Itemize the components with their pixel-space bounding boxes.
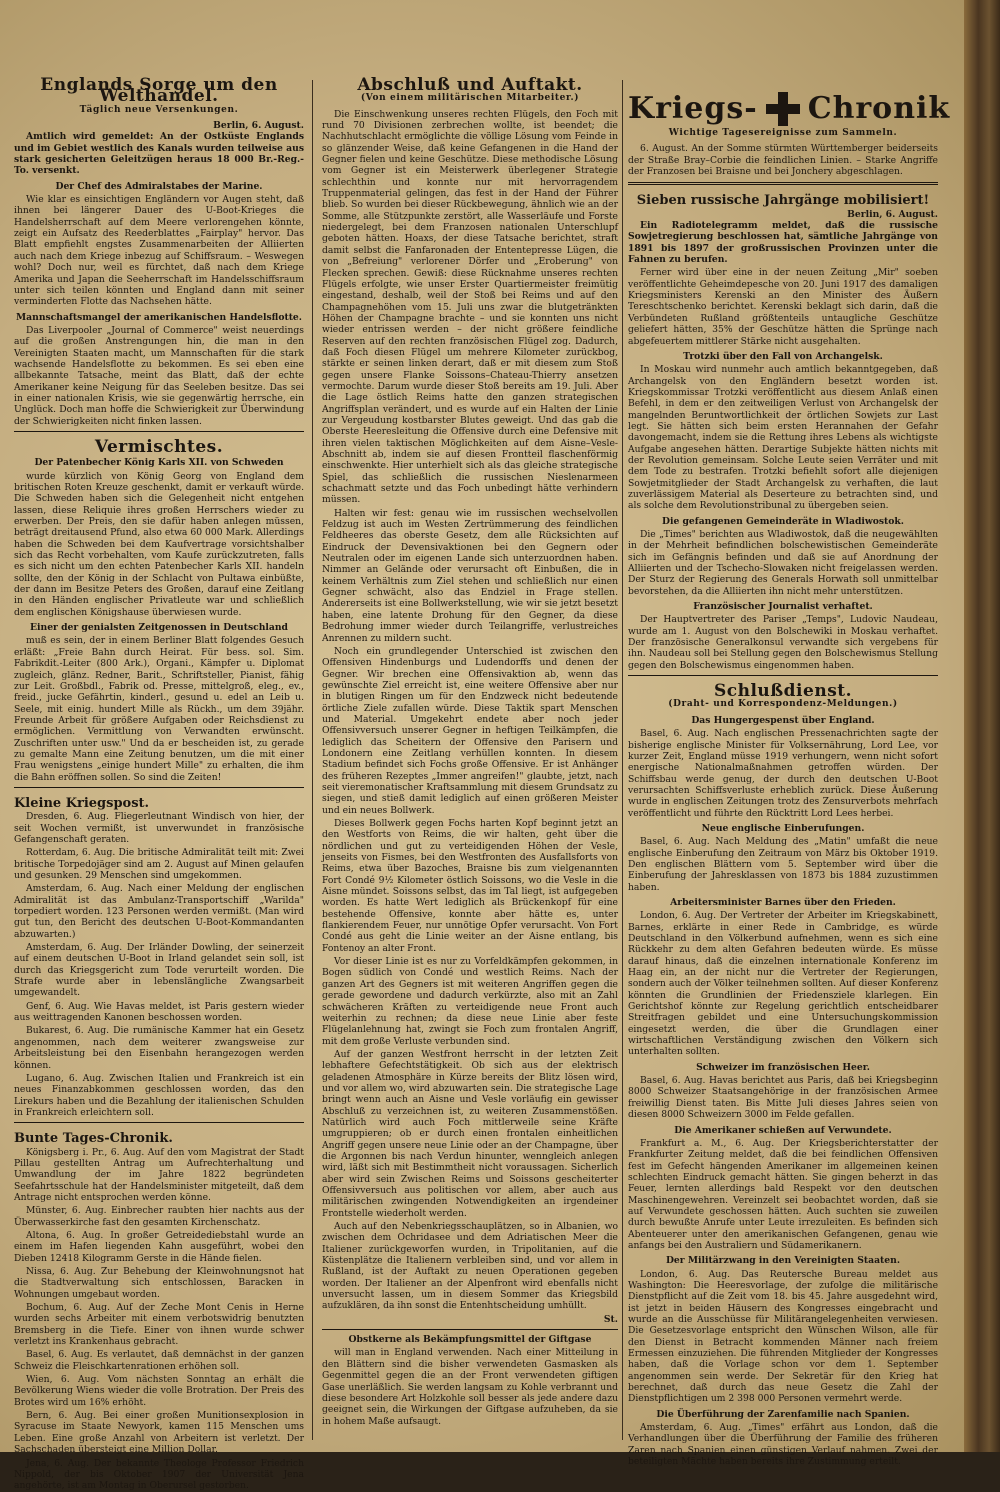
news-item: Königsberg i. Pr., 6. Aug. Auf den vom Magistrat der Stadt Pillau gestellten Antrag um Aufrechterhaltung und Umwandlung der im Jahre 1822 begründeten Seefahrtsschule hat der Handelsminister mitgeteilt, daß dem Antrage nicht entsprochen werden könne. bbox=[14, 1146, 304, 1203]
news-item: Amsterdam, 6. Aug. Der Irländer Dowling, der seinerzeit auf einem deutschen U-Boot in Irland gelandet sein soll, ist durch das Kriegsgericht zum Tode verurteilt worden. Die Strafe wurde aber in lebenslängliche Zwangsarbeit umgewandelt. bbox=[14, 942, 304, 999]
paragraph: will man in England verwenden. Nach einer Mitteilung in den Blättern sind die bisher verwendeten Gasmasken als Gegenmittel gegen die an der Front verwendeten giftigen Gase unerläßlich. Sie werden langsam zu Kohle verbrannt und diese besondere Art Holzkohle soll besser als jede andere dazu geeignet sein, die Wirkungen der Giftgase aufzuheben, da sie in hohem Maße aufsaugt. bbox=[322, 1347, 618, 1427]
section-heading: Mannschaftsmangel der amerikanischen Handelsflotte. bbox=[16, 311, 302, 323]
news-item: Lugano, 6. Aug. Zwischen Italien und Frankreich ist ein neues Finanzabkommen geschlossen worden, das den Lirekurs haben und die Bezahlung der italienischen Schulden in Frankreich erleichtern soll. bbox=[14, 1072, 304, 1118]
paragraph: In Moskau wird nunmehr auch amtlich bekanntgegeben, daß Archangelsk von den Engländern besetzt worden ist. Kriegskommissar Trotzki veröffentlicht aus diesem Anlaß einen Befehl, in dem er den zeitweiligen Verlust von Archangelsk der mangelnden Beruntwortlichkeit der örtlichen Sowjets zur Last legt. Sie hätten sich beim ersten Herannahen der Gefahr davongemacht, indem sie die Rettung ihres Lebens als wichtigste Aufgabe angesehen hätten. Derartige Subjekte hätten nichts mit der Revolution gemeinsam. Solche Leute seien Verräter und mit dem Tode zu bestrafen. Trotzki befiehlt sofort alle diejenigen Sowjetmitglieder der Stadt Archangelsk zu verhaften, die laut zuverlässigem Material als Deserteure zu betrachten sind, und als solche dem Revolutionstribunal zu übergeben seien. bbox=[628, 364, 938, 512]
masthead-subtitle: Wichtige Tagesereignisse zum Sammeln. bbox=[668, 128, 898, 138]
news-item: Jena, 6. Aug. Der bekannte Theologe Professor Friedrich Nippold, der bis Oktober 1907 der Universität Jena angehörte, ist am Montag in Oberursel gestorben. bbox=[14, 1457, 304, 1492]
paragraph: Auf der ganzen Westfront herrscht in der letzten Zeit lebhaftere Gefechtstätigkeit. Ob sich aus der elektrisch geladenen Atmosphäre in Kürze bereits der Blitz lösen wird, und vor allem wo, wird abzuwarten sein. Die strategische Lage bringt wenn auch an Aisne und Vesle vorläufig ein gewisser Abschluß zu verzeichnen ist, zu weiteren Zusammenstößen. Natürlich wird auch Foch mittlerweile seine Kräfte umgruppieren; ob er durch einen frontalen einheitlichen Angriff gegen unsere neue Linie oder an der Champagne, über die Argonnen bis nach Verdun hinunter, wenngleich anlegen wird, läßt sich mit Bestimmtheit nicht voraussagen. Sicherlich aber wird sein Zwischen Reims und Soissons gescheiterter Offensivversuch aus politischen vor allem, aber auch aus militärischen zwingenden Notwendigkeiten an irgendeiner Frontstelle wiederholt werden. bbox=[322, 1048, 618, 1219]
news-item: Nissa, 6. Aug. Zur Behebung der Kleinwohnungsnot hat die Stadtverwaltung sich entschlossen, Baracken in Wohnungen umgebaut worden. bbox=[14, 1266, 304, 1300]
paragraph: Die „Times" berichten aus Wladiwostok, daß die neugewählten in der Mehrheit befindlichen bolschewistischen Gemeinderäte sich im Gefängnis befinden und daß sie auf Anordnung der Alliierten und der Tschecho-Slowaken nicht freigelassen werden. Der Sturz der Regierung des Generals Horwath soll unmittelbar bevorstehen, da die Alliierten ihn nicht mehr unterstützen. bbox=[628, 529, 938, 597]
article-title: Schlußdienst. bbox=[713, 681, 853, 702]
dateline: Berlin, 6. August. bbox=[213, 120, 304, 132]
paragraph: Frankfurt a. M., 6. Aug. Der Kriegsberichterstatter der Frankfurter Zeitung meldet, daß die bei feindlichen Offensiven fest im Gefecht hängenden Amerikaner im allgemeinen keinen schlechten Eindruck gemacht hätten. Sie gingen beherzt in das Feuer, lernten allerdings bald Respekt vor den deutschen Maschinengewehren. Vereinzelt sei beobachtet worden, daß sie auf Verwundete geschossen hätten. Auch suchten sie zuweilen durch bewußte Anrufe unter Leute irrezuleiten. Es befinden sich Abenteuerer unter den amerikanischen Gefangenen, genau wie anfangs bei den Australiern und Südamerikanern. bbox=[628, 1137, 938, 1251]
lead-paragraph: Amtlich wird gemeldet: An der Ostküste Englands und im Gebiet westlich des Kanals wurden teilweise aus stark gesicherten Geleitzügen heraus 18 000 Br.-Reg.-To. versenkt. bbox=[14, 131, 304, 177]
paragraph: wurde kürzlich von König Georg von England dem britischen Roten Kreuze geschenkt, damit er verkauft würde. Die Schweden haben sich die Gelegenheit nicht entgehen lassen, diese Reliquie ihres großen Herrschers wieder zu erwerben. Der Preis, den sie dafür haben anlegen müssen, beträgt dreitausend Pfund, also etwa 60 000 Mark. Allerdings haben die Schweden bei dem Kaufvertrage vorsichtshalber sich das Recht vorbehalten, vom Kaufe zurückzutreten, falls es sich nicht um den echten Patenbecher Karls XII. handeln sollte, den der König in der Schlacht von Pultawa einbüßte, der dann im Besitze Peters des Großen, darauf eine Zeitlang in den Händen englischer Privatleute war und schließlich dem englischen Königshause überwiesen wurde. bbox=[14, 470, 304, 618]
news-item: Altona, 6. Aug. In großer Getreidediebstahl wurde an einem im Hafen liegenden Kahn ausgeführt, wobei den Dieben 12418 Kilogramm Gerste in die Hände fielen. bbox=[14, 1229, 304, 1264]
paragraph: Noch ein grundlegender Unterschied ist zwischen den Offensiven Hindenburgs und Ludendorffs und denen der Gegner. Wir brechen eine Offensivaktion ab, wenn das gewünschte Ziel erreicht ist, eine weitere Offensive aber nur in blutigen Ringen um für den Endzweck nicht bedeutende örtliche Ziele zufallen würde. Diese Taktik spart Menschen und Material. Umgekehrt endete aber noch jeder Offensivversuch unserer Gegner in heftigen Teilkämpfen, die lediglich das Scheitern der Offensive den Parisern und Londonern eine Zeitlang verhüllen konnten. In diesem Stadium befindet sich Fochs große Offensive. Er ist Anhänger des früheren Rezeptes „Immer angreifen!" glaubte, jetzt, nach seit vieremonatischer Kraftsammlung mit diesem Grundsatz zu siegen, und stieß damit lediglich auf einen größeren Meister und ein neues Bollwerk. bbox=[322, 645, 618, 816]
lead-paragraph: Ein Radiotelegramm meldet, daß die russische Sowjetregierung beschlossen hat, sämtliche Jahrgänge von 1891 bis 1897 der großrussischen Provinzen unter die Fahnen zu berufen. bbox=[628, 220, 938, 266]
paragraph: London, 6. Aug. Der Vertreter der Arbeiter im Kriegskabinett, Barnes, erklärte in einer Rede in Cambridge, es würde Deutschland in den Völkerbund aufnehmen, wenn es sich eine Rückkehr zu dem alten Gefahren bedeuten würde. Es müsse darauf hinaus, daß die einzelnen internationale Konferenz im Haag ein, an der nicht nur die Vertreter der Regierungen, sondern auch der Völker teilnehmen sollten. Auf dieser Konferenz könnten die Grundlinien der Friedensziele klarlegen. Ein Gerichtshof könnte zur Regelung gerichtlich entscheidbarer Streitfragen gebildet und eine Untersuchungskommission eingesetzt werden, die über die Grundlagen einer wirtschaftlichen Verständigung zwischen den Völkern sich unterhalten sollten. bbox=[628, 910, 938, 1058]
paragraph: Dieses Bollwerk gegen Fochs harten Kopf beginnt jetzt an den Westforts von Reims, die wir halten, geht über die nördlichen und gut zu verteidigenden Höhen der Vesle, jenseits von Fismes, bei den Westfronten des Ausfallsforts von Reims, etwa über Bazoches, Braisne bis zum vielgenannten Fort Condé 9½ Kilometer östlich Soissons, wo die Vesle in die Aisne mündet. Soissons selbst, das im Tal liegt, ist aufgegeben worden. Es hatte Wert lediglich als Brückenkopf für eine bestehende Offensive, konnte aber hätte es, unter flankierendem Feuer, nur unnötige Opfer verursacht. Von Fort Condé aus geht die Linie weiter an der Aisne entlang, bis Fontenoy an alter Front. bbox=[322, 818, 618, 954]
article-subtitle: (Von einem militärischen Mitarbeiter.) bbox=[360, 93, 580, 104]
iron-cross-icon bbox=[766, 92, 800, 126]
news-item: Wien, 6. Aug. Vom nächsten Sonntag an erhält die Bevölkerung Wiens wieder die volle Brotration. Der Preis des Brotes wird um 16% erhöht. bbox=[14, 1374, 304, 1408]
news-item: Rotterdam, 6. Aug. Die britische Admiralität teilt mit: Zwei britische Torpedojäger sind am 2. August auf Minen gelaufen und gesunken. 29 Menschen sind umgekommen. bbox=[14, 847, 304, 881]
divider bbox=[628, 182, 938, 185]
paragraph: Halten wir fest: genau wie im russischen wechselvollen Feldzug ist auch im Westen Zertrümmerung des feindlichen Feldheeres das oberste Gesetz, dem alle Rücksichten auf Eindruck der Devensivaktionen bei den Gegnern oder Neutralen oder im eigenen Lande sich unterzuordnen haben. Nimmer an Gelände oder verursacht oft Einbußen, die in keinem Verhältnis zum Ziel stehen und schließlich nur einen Gegner schwächt, also das Endziel in Frage stellen. Andererseits ist eine Bollwerkstellung, wie wir sie jetzt besetzt haben, eine latente Drohung für den Gegner, da diese Bedrohung immer wieder durch Teilangriffe, verlustreiches Anrennen zu mildern sucht. bbox=[322, 507, 618, 644]
paragraph: Amsterdam, 6. Aug. „Times" erfährt aus London, daß die Verhandlungen über die Überführung der Familie des früheren Zaren nach Spanien einen günstigen Verlauf nahmen. Zwei der beteiligten Mächte haben bereits ihre Zustimmung erteilt. bbox=[628, 1422, 938, 1468]
section-heading: Obstkerne als Bekämpfungsmittel der Giftgase bbox=[348, 1334, 592, 1346]
section-heading: Der Militärzwang in den Vereinigten Staaten. bbox=[665, 1255, 901, 1267]
section-heading: Die Überführung der Zarenfamilie nach Spanien. bbox=[656, 1408, 910, 1420]
section-heading: Der Patenbecher König Karls XII. von Schweden bbox=[34, 457, 284, 469]
article-subtitle: (Draht- und Korrespondenz-Meldungen.) bbox=[668, 699, 898, 710]
divider bbox=[14, 431, 304, 432]
article-title: Abschluß und Auftakt. bbox=[357, 75, 583, 95]
column-3 bbox=[628, 82, 951, 1468]
news-item: Bern, 6. Aug. Bei einer großen Munitionsexplosion in Syracuse im Staate Newyork, kamen 115 Menschen ums Leben. Eine große Anzahl von Arbeitern ist verletzt. Der Sachschaden übersteigt eine Million Dollar. bbox=[14, 1410, 304, 1456]
chronicle-entry: 6. August. An der Somme stürmten Württemberger beiderseits der Straße Bray–Corbie die feindlichen Linien. – Starke Angriffe der Franzosen bei Braisne und bei Jonchery abgeschlagen. bbox=[628, 143, 938, 178]
paragraph: Wie klar es einsichtigen Engländern vor Augen steht, daß ihnen bei längerer Dauer des U-Boot-Krieges die Handelsherrschaft auf dem Meere verlorengehen könnte, zeigt ein Aufsatz des Reederblattes „Fairplay" hervor. Das Blatt empfiehlt engstes Zusammenarbeiten der Alliierten auch nach dem Kriege inbezug auf Schiffsraum. – Weswegen wohl? Doch nur, weil es fürchtet, daß nach dem Kriege Amerika und Japan die Seeherrschaft im Handelsschiffsraum unter sich teilen könnten und England dann mit seiner verminderten Flotte das Nachsehen hätte. bbox=[14, 194, 304, 308]
signature: St. bbox=[603, 1313, 618, 1325]
paragraph: Vor dieser Linie ist es nur zu Vorfeldkämpfen gekommen, in Bogen südlich von Condé und westlich Reims. Nach der ganzen Art des Gegners ist mit weiteren Angriffen gegen die gerade gewordene und dadurch verkürzte, also mit an Zahl schwächeren Kräften zu verteidigende neue Front auch weiterhin zu rechnen; da diese neue Linie aber feste Flügelanlehnung hat, zwingt sie Foch zum frontalen Angriff, mit dem große Verluste verbunden sind. bbox=[322, 956, 618, 1047]
masthead-title-right: Chronik bbox=[807, 91, 951, 127]
article-subtitle: Täglich neue Versenkungen. bbox=[79, 104, 239, 115]
paragraph: Basel, 6. Aug. Nach englischen Pressenachrichten sagte der bisherige englische Minister für Volksernährung, Lord Lee, vor kurzer Zeit, England müsse 1919 verhungern, wenn nicht sofort energische Nationalmaßnahmen getroffen würden. Der Schiffsbau werde genug, der durch den deutschen U-Boot verursachten Schiffsverluste erheblich zurück. Diese Äußerung wurde in englischen Zeitungen trotz des Zensurverbots mehrfach veröffentlicht und führte den Rücktritt Lord Lees herbei. bbox=[628, 728, 938, 819]
news-item: Basel, 6. Aug. Es verlautet, daß demnächst in der ganzen Schweiz die Fleischkartenrationen erhöhen soll. bbox=[14, 1349, 304, 1372]
news-item: Amsterdam, 6. Aug. Nach einer Meldung der englischen Admiralität ist das Ambulanz-Transportschiff „Warilda" torpediert worden. 123 Personen werden vermißt. (Man wird gut tun, den Bericht des deutschen U-Boot-Kommandanten abzuwarten.) bbox=[14, 883, 304, 940]
paragraph: Ferner wird über eine in der neuen Zeitung „Mir" soeben veröffentlichte Geheimdepesche von 20. Juni 1917 des damaligen Kriegsministers Kerenski an den Minister des Äußern Tereschtschenko berichtet. Kerenski beklagt sich darin, daß die Verbündeten Rußland größtenteils untaugliche Geschütze geliefert hätten, 35% der Geschütze hätten die Sprünge nach abgefeuertem mittlerer Stärke nicht ausgehalten. bbox=[628, 267, 938, 347]
divider bbox=[322, 1329, 618, 1330]
column-2 bbox=[322, 70, 618, 1442]
divider bbox=[14, 1122, 304, 1123]
section-heading: Einer der genialsten Zeitgenossen in Deutschland bbox=[30, 622, 288, 634]
section-heading: Die Amerikaner schießen auf Verwundete. bbox=[674, 1124, 892, 1136]
section-heading: Die gefangenen Gemeinderäte in Wladiwostok. bbox=[662, 515, 904, 527]
page-edge bbox=[964, 0, 1000, 1452]
section-heading: Arbeitersminister Barnes über den Frieden. bbox=[670, 896, 896, 908]
kriegs-chronik-masthead bbox=[628, 91, 951, 127]
paragraph: Der Hauptvertreter des Pariser „Temps", Ludovic Naudeau, wurde am 1. August von den Bolschewiki in Moskau verhaftet. Der französische Generalkonsul verwandte sich vergebens für ihn. Naudeau soll bei Stellung gegen den Bolschewismus Stellung gegen den Bolschewismus eingenommen haben. bbox=[628, 614, 938, 671]
paragraph: Die Einschwenkung unseres rechten Flügels, den Foch mit rund 70 Divisionen zerbrechen wollte, ist beendet; die Nachhutschlacht ermöglichte die völlige Lösung vom Feinde in so glänzender Weise, daß keine Gefangenen in die Hand der Gegner fielen und keine Geschütze. Diese methodische Lösung vom Gegner ist ein Meisterwerk überlegener Strategie schlechthin und konnte nur mit hervorragendem Truppenmaterial gelingen, das fest in der Hand der Führer blieb. So wurden bei dieser Rückbewegung, ähnlich wie an der Somme, alle Stützpunkte zerstört, alle Wasserläufe und Forste niedergelegt, bei dem Franzosen nationalen Unterschlupf geboten hätten. Hoaxs, der diese Tatsache berichtet, straft damit selbst die Fanfaronaden der Ententepresse Lügen, die von „Befreiung" verlorener Dörfer und „Eroberung" von Flecken sprechen. Gewiß: diese Rücknahme unseres rechten Flügels erfolgte, wie unser Erster Quartiermeister freimütig eingestand, deshalb, weil der Stoß bei Reims und auf den Champagnehöhen vom 15. Juli uns zwar die blutgetränkten Höhen der Champagne brachte – und sie konnten uns nicht wieder entrissen werden – der nicht größere feindliche Reserven auf den rechten französischen Flügel zog. Dadurch, daß Foch diesen Flügel um mehrere Kilometer zurückbog, stärkte er seinen linken derart, daß er mit diesem zum Stoß gegen unsere Flanke Soissons–Chateau-Thierry ansetzen vermochte. Darum wurde dieser Stoß bereits am 19. Juli. Aber die Lage östlich Reims hatte den ganzen strategischen Angriffsplan verändert, und es wurde auf ein Halten der Linie zur Vergeudung kostbarster Blutes geweigt. Und das gab die Oberste Heeresleitung die Offensive durch eine Defensive mit ihren vielen taktischen Möglichkeiten auf dem Aisne–Vesle-Abschnitt ab, indem sie auf diesen Frontteil flaschenförmig einschwenkte. Hier unterhielt sich als das gleiche strategische Spiel, das schließlich die russischen Nieslenarmeen schachmatt setzte und das Foch unbedingt hätte verhindern müssen. bbox=[322, 108, 618, 506]
section-heading: Neue englische Einberufungen. bbox=[701, 822, 865, 834]
dateline: Berlin, 6. August. bbox=[847, 208, 938, 220]
section-heading: Das Hungergespenst über England. bbox=[691, 714, 875, 726]
column-rule bbox=[312, 80, 313, 1440]
article-title: Kleine Kriegspost. bbox=[14, 795, 150, 811]
masthead-title-left: Kriegs- bbox=[628, 91, 758, 127]
article-title: Englands Sorge um den Welthandel. bbox=[40, 75, 278, 107]
paragraph: Das Liverpooler „Journal of Commerce" weist neuerdings auf die großen Anstrengungen hin, die man in den Vereinigten Staaten macht, um Mannschaften für die stark wachsende Handelsflotte zu bekommen. Es sei eben eine allbekannte Tatsache, meint das Blatt, daß der echte Amerikaner keine Neigung für das Seeleben besitze. Das sei in einer nationalen Krisis, wie sie gegenwärtig herrsche, ein Unglück. Doch man hoffe die Schwierigkeit zur Überwindung der Schwierigkeiten nicht finken lassen. bbox=[14, 324, 304, 427]
section-heading: Französischer Journalist verhaftet. bbox=[693, 601, 873, 613]
divider bbox=[14, 787, 304, 788]
divider bbox=[628, 675, 938, 676]
paragraph: Basel, 6. Aug. Nach Meldung des „Matin" umfaßt die neue englische Einberufung den Zeitraum von März bis Oktober 1919. Den englischen Blättern vom 5. September wird über die Einberufung der Jahresklassen von 1873 bis 1884 zuzustimmen haben. bbox=[628, 836, 938, 893]
news-item: Bochum, 6. Aug. Auf der Zeche Mont Cenis in Herne wurden sechs Arbeiter mit einem verbotswidrig benutzten Bremsberg in die Tiefe. Einer von ihnen wurde schwer verletzt ins Krankenhaus gebracht. bbox=[14, 1302, 304, 1348]
paragraph: muß es sein, der in einem Berliner Blatt folgendes Gesuch erläßt: „Freie Bahn durch Heirat. Für bess. sol. Sim. Fabrikdit.-Leiter (800 Ark.), Organi., Kämpfer u. Diplomat zugleich, glänz. Redner, Barit., Schriftsteller, Pianist, fähig zur Leit. Großbdl., Fabrik od. Presse, mittelgroß, eleg., ev., freid., jucke Gefährtin, kinderl., gesund u. edel an Leib u. Seele, mit einig. hundert Mille als Rückh., um dem 39jähr. Freunde Arbeit für größere Aufgaben oder Reichsdienst zu ermöglichen. Vermittlung von Verwandten erwünscht. Zuschriften unter usw." Und da er bescheiden ist, zu gerade zu gemalte Mann eine Zeitung benutzen, um die mit einer Frau wenigstens „einige hundert Mille" zu erhalten, die ihm die Bahn eröffnen sollen. So sind die Zeiten! bbox=[14, 635, 304, 783]
column-rule bbox=[622, 80, 623, 1440]
news-item: Genf, 6. Aug. Wie Havas meldet, ist Paris gestern wieder aus weittragenden Kanonen beschossen worden. bbox=[14, 1000, 304, 1024]
section-heading: Schweizer im französischen Heer. bbox=[696, 1061, 870, 1073]
paragraph: Auch auf den Nebenkriegsschauplätzen, so in Albanien, wo zwischen dem Ochridasee und dem Adriatischen Meer die Italiener zurückgeworfen wurden, in Tripolitanien, auf die Küstenplätze die Italienern verbleiben sind, und vor allem in Rußland, ist der Auftakt zu neuen Operationen gegeben worden. Der Italiener an der Alpenfront wird ebenfalls nicht unversucht lassen, um in diesem Sommer das Kriegsbild aufzuklären, da ihn sonst die Entenhtscheidung umhüllt. bbox=[322, 1221, 618, 1312]
column-1 bbox=[14, 70, 304, 1492]
news-item: Dresden, 6. Aug. Fliegerleutnant Windisch von hier, der seit Wochen vermißt, ist unverwundet in französische Gefangenschaft geraten. bbox=[14, 811, 304, 845]
section-heading: Der Chef des Admiralstabes der Marine. bbox=[55, 180, 263, 192]
article-title: Bunte Tages-Chronik. bbox=[14, 1131, 173, 1147]
news-item: Münster, 6. Aug. Einbrecher raubten hier nachts aus der Überwasserkirche fast den gesamten Kirchenschatz. bbox=[14, 1205, 304, 1228]
news-item: Bukarest, 6. Aug. Die rumänische Kammer hat ein Gesetz angenommen, nach dem weiterer zwangsweise zur Arbeitsleistung bei den Eisenbahn herangezogen werden können. bbox=[14, 1025, 304, 1071]
paragraph: Basel, 6. Aug. Havas berichtet aus Paris, daß bei Kriegsbeginn 8000 Schweizer Staatsangehörige in der französischen Armee freiwillig Dienst taten. Bis Mitte Juli dieses Jahres seien von diesen 8000 Schweizern 3000 im Felde gefallen. bbox=[628, 1075, 938, 1121]
article-title: Vermischtes. bbox=[94, 436, 224, 457]
article-title: Sieben russische Jahrgänge mobilisiert! bbox=[636, 193, 930, 209]
paragraph: London, 6. Aug. Das Reutersche Bureau meldet aus Washington: Die Heeresvorlage, der zufolge die militärische Dienstpflicht auf die Zeit vom 18. bis 45. Jahre ausgedehnt wird, ist jetzt in beiden Häusern des Kongresses eingebracht und wurde an die Ausschüsse für Militärangelegenheiten verwiesen. Die Gesetzesvorlage entspricht den Wünschen Wilson, alle für den Dienst in Betracht kommenden Männer nach freiem Ermessen einzuziehen. Die führenden Mitglieder der Kongresses haben, daß die Vorlage schon vor dem 1. September angenommen sein werde. Der Sekretär für den Krieg hat berechnet, daß durch das neue Gesetz die Zahl der Dienstpflichtigen um 2 398 000 Personen vermehrt werde. bbox=[628, 1268, 938, 1405]
section-heading: Trotzki über den Fall von Archangelsk. bbox=[683, 350, 883, 362]
